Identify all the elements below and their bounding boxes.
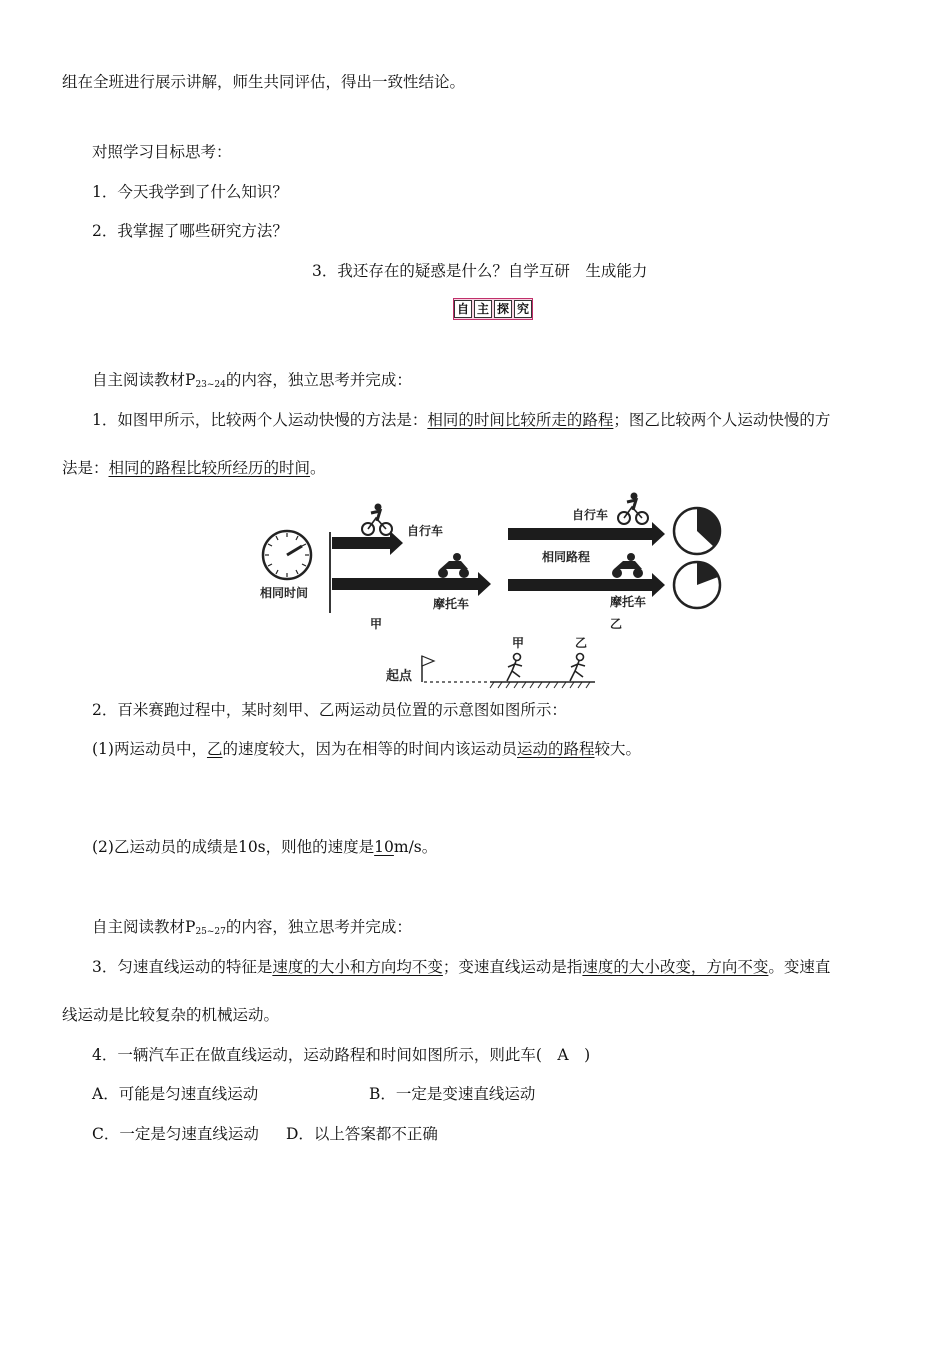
- runner-icon: [570, 654, 585, 682]
- question-text: 3．匀速直线运动的特征是: [92, 958, 273, 976]
- question-1-line-1: [92, 410, 830, 430]
- bike-label-2: 自行车: [572, 508, 609, 522]
- question-3-line-2: 线运动是比较复杂的机械运动。: [62, 1006, 280, 1024]
- question-1-text: 法是：: [62, 459, 109, 477]
- answer-blank: 乙: [206, 740, 223, 758]
- option-a: A．可能是匀速直线运动: [92, 1085, 259, 1103]
- moto-label: 摩托车: [433, 597, 470, 611]
- motorcycle-icon: [438, 553, 469, 578]
- same-distance-label: 相同路程: [542, 550, 591, 564]
- question-text: 的速度较大，因为在相等的时间内该运动员: [222, 740, 517, 758]
- flag-icon: [422, 656, 434, 682]
- answer-blank: 运动的路程: [517, 740, 595, 758]
- question-text: (2)乙运动员的成绩是10s，则他的速度是: [92, 838, 375, 856]
- reflect-question-1: 1．今天我学到了什么知识？: [92, 183, 288, 201]
- motorcycle-icon: [612, 553, 643, 578]
- same-time-label: 相同时间: [260, 586, 309, 600]
- start-label: 起点: [386, 669, 413, 684]
- runner-icon: [507, 654, 522, 682]
- question-2-stem: 2．百米赛跑过程中，某时刻甲、乙两运动员位置的示意图如图所示：: [92, 701, 567, 719]
- moto-label-2: 摩托车: [610, 595, 647, 609]
- intro-text: 组在全班进行展示讲解，师生共同评估，得出一致性结论。: [62, 73, 466, 91]
- bicycle-icon: [618, 493, 648, 525]
- figure-yi-label: 乙: [610, 617, 623, 631]
- answer-blank: 速度的大小改变，方向不变: [582, 958, 769, 976]
- badge-char: 主: [474, 300, 492, 318]
- reflect-title: 对照学习目标思考：: [92, 143, 232, 161]
- badge-char: 探: [494, 300, 512, 318]
- section-badge: [453, 298, 533, 320]
- answer-blank: 相同的路程比较所经历的时间: [108, 459, 311, 477]
- question-text: (1)两运动员中，: [92, 740, 207, 758]
- bike-arrow-2: [508, 522, 665, 546]
- timer-icon: [674, 562, 720, 608]
- badge-char: 自: [454, 300, 472, 318]
- option-c: C．一定是匀速直线运动: [92, 1125, 259, 1143]
- option-b: B．一定是变速直线运动: [369, 1085, 536, 1103]
- option-d: D．以上答案都不正确: [286, 1125, 438, 1143]
- clock-icon: [263, 531, 311, 579]
- question-2-part-1: [92, 739, 641, 759]
- comparison-figure: [250, 485, 730, 690]
- question-2-part-2: [92, 837, 437, 857]
- question-1-text: 。: [310, 459, 326, 477]
- question-text: 较大。: [594, 740, 642, 758]
- reading-instruction-1: [92, 370, 412, 395]
- question-text: ；变速直线运动是指: [442, 958, 583, 976]
- answer-blank: 10: [374, 838, 394, 856]
- question-text: m/s。: [393, 838, 438, 856]
- question-1-line-2: [62, 458, 326, 478]
- page-range: 23~24: [195, 380, 226, 390]
- answer-blank: 相同的时间比较所走的路程: [427, 411, 614, 429]
- runner-yi-label: 乙: [575, 636, 588, 650]
- reflect-question-3: 3．我还存在的疑惑是什么？自学互研 生成能力: [312, 262, 648, 280]
- reading-suffix: 的内容，独立思考并完成：: [225, 918, 412, 936]
- page-range: 25~27: [195, 927, 226, 937]
- question-1-text: ；图乙比较两个人运动快慢的方: [613, 411, 831, 429]
- reflect-question-2: 2．我掌握了哪些研究方法？: [92, 222, 288, 240]
- question-3-line-1: [92, 957, 830, 977]
- question-text: 。变速直: [768, 958, 831, 976]
- reading-suffix: 的内容，独立思考并完成：: [225, 371, 412, 389]
- bicycle-icon: [362, 504, 392, 536]
- badge-char: 究: [514, 300, 532, 318]
- reading-prefix: 自主阅读教材P: [92, 371, 196, 389]
- answer-blank: 速度的大小和方向均不变: [272, 958, 443, 976]
- question-4-stem: 4．一辆汽车正在做直线运动，运动路程和时间如图所示，则此车( A ): [92, 1046, 591, 1064]
- reading-prefix: 自主阅读教材P: [92, 918, 196, 936]
- reading-instruction-2: [92, 917, 412, 942]
- ground-hatch: [490, 682, 590, 688]
- timer-icon: [674, 508, 720, 554]
- figure-jia-label: 甲: [370, 617, 383, 631]
- question-1-stem: 1．如图甲所示，比较两个人运动快慢的方法是：: [92, 411, 428, 429]
- bike-label: 自行车: [407, 524, 444, 538]
- runner-jia-label: 甲: [512, 636, 525, 650]
